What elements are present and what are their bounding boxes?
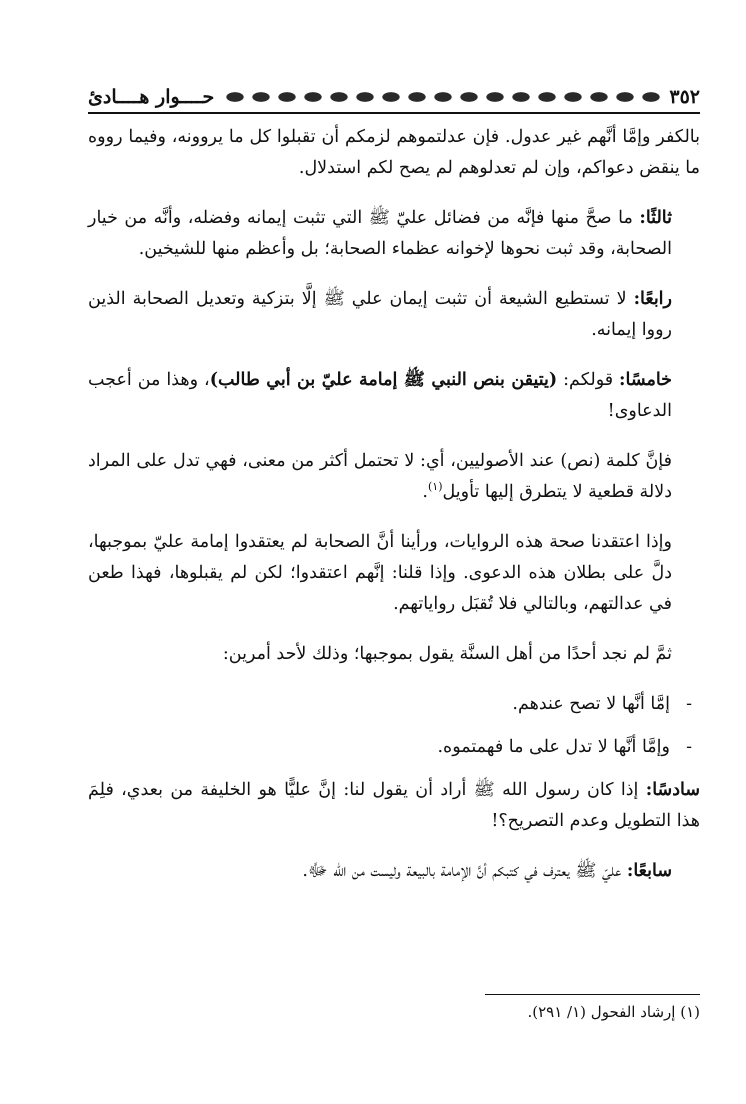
- footnote: (١) إرشاد الفحول (١/ ٢٩١).: [527, 1003, 700, 1021]
- list-item-text: وإمَّا أنَّها لا تدل على ما فهمتموه.: [437, 737, 670, 757]
- footnote-separator: [485, 994, 700, 995]
- reasons-list: [88, 689, 700, 763]
- list-item: [88, 689, 700, 720]
- paragraph-text: إذا كان رسول الله ﷺ أراد أن يقول لنا: إنَّ عليًّا هو الخليفة من بعدي، فلِمَ هذا التطويل وعدم التصريح؟!: [88, 780, 700, 831]
- paragraph-third: [88, 203, 700, 265]
- page-header: [88, 82, 700, 112]
- point-label-fourth: رابعًا:: [633, 289, 672, 309]
- header-rule: [88, 112, 700, 114]
- paragraph-text: عليّ ﷺ يعترف في كتبكم أنَّ الإمامة بالبيعة وليست من الله ﷻ.: [302, 861, 627, 881]
- decorative-ornament-band: [222, 89, 661, 105]
- paragraph-sixth: [88, 775, 700, 837]
- list-dash: -: [686, 737, 692, 757]
- paragraph-text: قولكم:: [557, 370, 620, 390]
- paragraph-text: ، وهذا من أعجب الدعاوى!: [88, 370, 672, 421]
- body-text: [88, 122, 700, 906]
- point-label-third: ثالثًا:: [639, 208, 672, 228]
- paragraph-text: فإنَّ كلمة (نص) عند الأصوليين، أي: لا تحتمل أكثر من معنى، فهي تدل على المراد دلالة قطعية لا يتطرق إليها تأويل: [88, 451, 672, 502]
- list-dash: -: [686, 694, 692, 714]
- list-item-text: إمَّا أنَّها لا تصح عندهم.: [512, 694, 670, 714]
- point-label-fifth: خامسًا:: [619, 370, 672, 390]
- paragraph-text: ما صحَّ منها فإنَّه من فضائل عليّ ﷺ التي تثبت إيمانه وفضله، وأنَّه من خيار الصحابة، وقد ثبت نحوها لإخوانه عظماء الصحابة؛ بل وأعظم منها للشيخين.: [88, 208, 672, 259]
- point-label-seventh: سابعًا:: [626, 861, 672, 881]
- paragraph-text: لا تستطيع الشيعة أن تثبت إيمان علي ﷺ إلَّا بتزكية وتعديل الصحابة الذين رووا إيمانه.: [88, 289, 672, 340]
- paragraph-fourth: [88, 284, 700, 346]
- quoted-claim: (يتيقن بنص النبي ﷺ إمامة عليّ بن أبي طالب): [209, 370, 558, 390]
- list-item: [88, 732, 700, 763]
- paragraph-narrations: وإذا اعتقدنا صحة هذه الروايات، ورأينا أنَّ الصحابة لم يعتقدوا إمامة عليّ بموجبها، دلَّ على بطلان هذه الدعوى. وإذا قلنا: إنَّهم اعتقدوا؛ لكن لم يقبلوها، فهذا طعن في عدالتهم، وبالتالي فلا تُقبَل رواياتهم.: [88, 532, 672, 614]
- paragraph-fifth: [88, 365, 700, 427]
- paragraph-1: بالكفر وإمَّا أنَّهم غير عدول. فإن عدلتموهم لزمكم أن تقبلوا كل ما يروونه، وفيما رووه ما ينقض دعواكم، وإن لم تعدلوهم لم يصح لكم استدلال.: [88, 127, 700, 178]
- point-label-sixth: سادسًا:: [645, 780, 700, 800]
- running-title: حــــوار هــــادئ: [88, 86, 215, 108]
- paragraph-text: .: [422, 482, 428, 502]
- paragraph-seventh: [88, 856, 700, 887]
- paragraph-nass-definition: [88, 446, 700, 508]
- paragraph-two-reasons: ثمَّ لم نجد أحدًا من أهل السنَّة يقول بموجبها؛ وذلك لأحد أمرين:: [222, 644, 672, 664]
- page-number: ٣٥٢: [669, 86, 700, 108]
- footnote-reference: (١): [427, 480, 443, 494]
